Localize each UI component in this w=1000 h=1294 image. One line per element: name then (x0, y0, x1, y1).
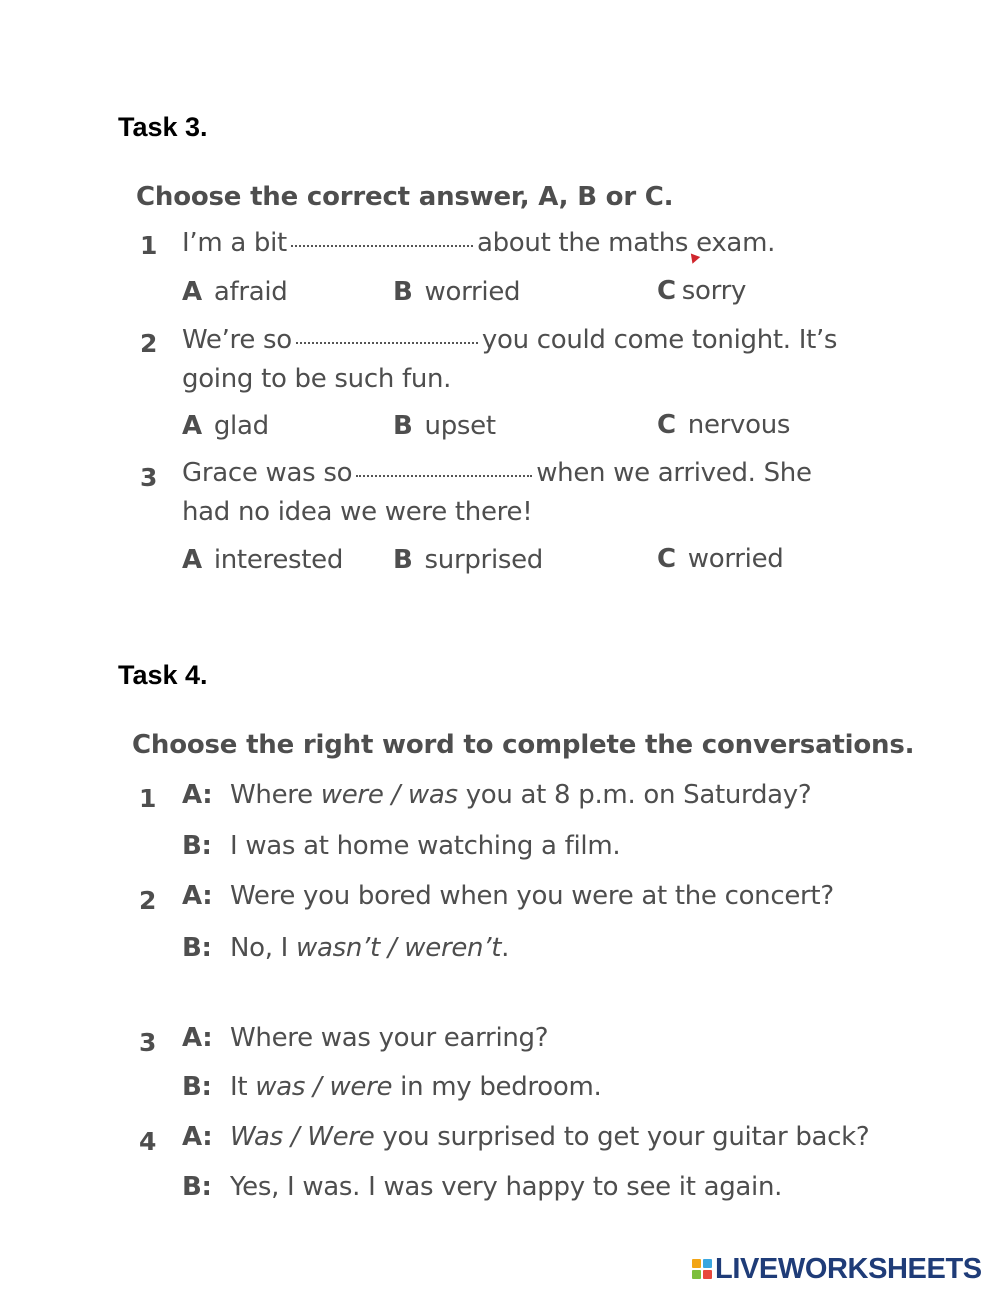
line-b: B: I was at home watching a film. (182, 831, 621, 861)
question-number: 2 (140, 329, 158, 358)
question-number: 3 (140, 463, 158, 492)
task3-title: Task 3. (118, 112, 208, 142)
word-choice[interactable]: was / were (255, 1072, 393, 1102)
item-number: 2 (139, 886, 157, 915)
question-text: We’re so you could come tonight. It’s (182, 325, 838, 355)
task4-instruction: Choose the right word to complete the conversations. (132, 730, 915, 760)
answer-blank[interactable] (291, 245, 473, 247)
line-b: B: No, I wasn’t / weren’t. (182, 933, 510, 963)
answer-blank[interactable] (356, 475, 532, 477)
task3-instruction: Choose the correct answer, A, B or C. (136, 182, 674, 212)
question-text: Grace was so when we arrived. She (182, 458, 812, 488)
word-choice[interactable]: Was / Were (230, 1122, 375, 1152)
logo-grid-icon (692, 1259, 712, 1279)
option-b[interactable]: B worried (393, 277, 521, 307)
word-choice[interactable]: wasn’t / weren’t (296, 933, 502, 963)
liveworksheets-logo (692, 1252, 982, 1286)
item-number: 4 (139, 1127, 157, 1156)
line-b: B: Yes, I was. I was very happy to see it again. (182, 1172, 783, 1202)
option-c[interactable]: C worried (657, 544, 784, 574)
question-text-line2: had no idea we were there! (182, 497, 533, 527)
question-number: 1 (140, 231, 158, 260)
item-number: 3 (139, 1028, 157, 1057)
logo-text: LIVEWORKSHEETS (715, 1252, 982, 1285)
line-a: A: Were you bored when you were at the concert? (182, 881, 834, 911)
question-text: I’m a bit about the maths exam. (182, 228, 776, 258)
word-choice[interactable]: were / was (320, 780, 458, 810)
option-c[interactable]: C nervous (657, 410, 791, 440)
option-a[interactable]: A interested (182, 545, 344, 575)
item-number: 1 (139, 784, 157, 813)
question-text-line2: going to be such fun. (182, 364, 452, 394)
answer-blank[interactable] (296, 342, 478, 344)
task4-title: Task 4. (118, 660, 208, 690)
option-b[interactable]: B upset (393, 411, 496, 441)
line-a: A: Was / Were you surprised to get your guitar back? (182, 1122, 870, 1152)
option-b[interactable]: B surprised (393, 545, 544, 575)
option-c[interactable]: C sorry (657, 276, 747, 306)
option-a[interactable]: A afraid (182, 277, 288, 307)
red-pen-mark (688, 254, 700, 266)
line-b: B: It was / were in my bedroom. (182, 1072, 602, 1102)
line-a: A: Where were / was you at 8 p.m. on Saturday? (182, 780, 812, 810)
line-a: A: Where was your earring? (182, 1023, 549, 1053)
option-a[interactable]: A glad (182, 411, 269, 441)
